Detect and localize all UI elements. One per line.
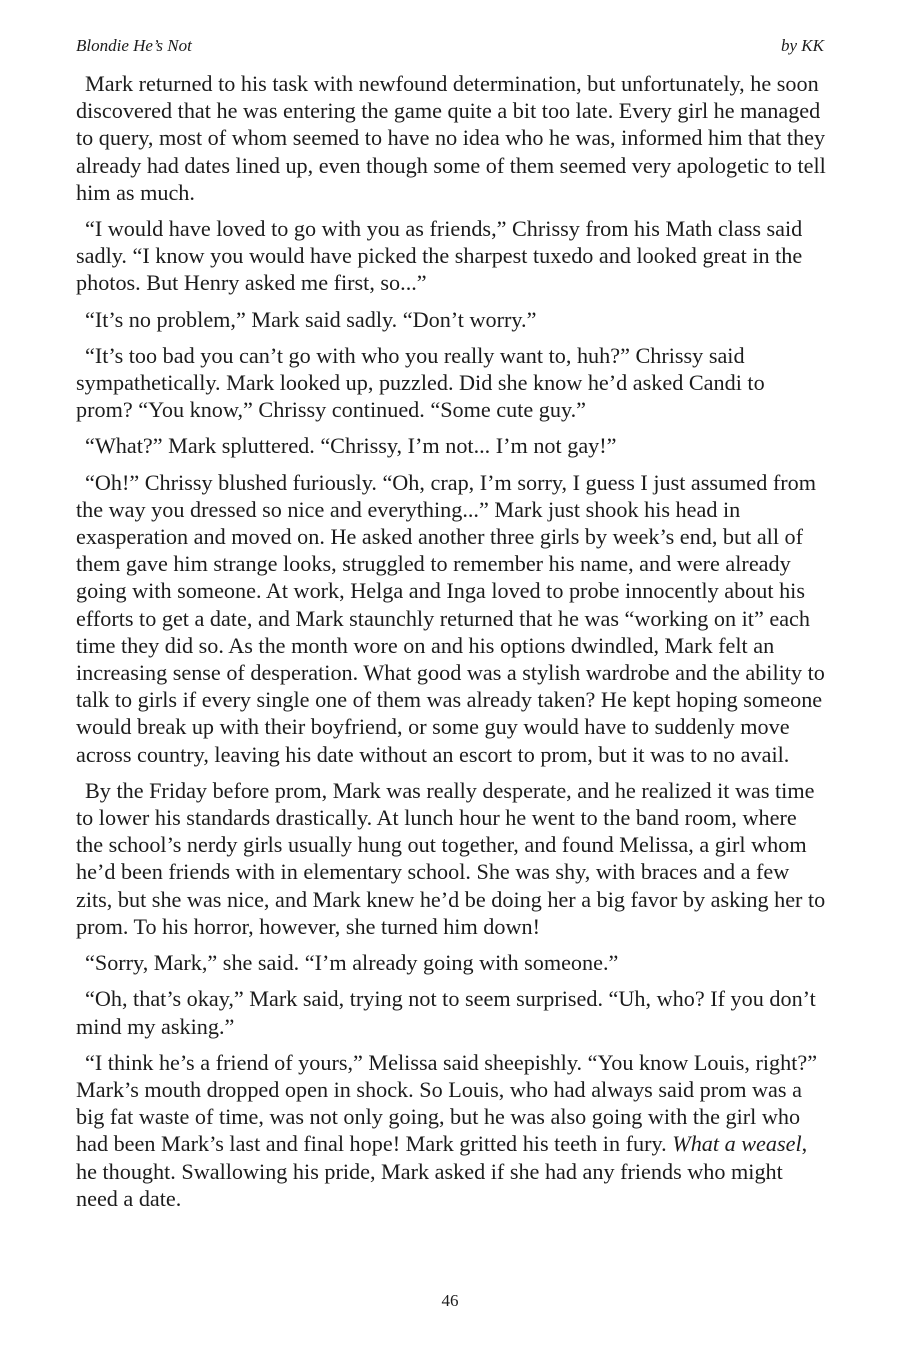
paragraph [76, 1049, 826, 1212]
text-run: “Oh!” Chrissy blushed furiously. “Oh, crap, I’m sorry, I guess I just assumed from the way you dressed so nice and everything...” Mark just shook his head in exasperation and moved on. He asked another three girls by week’s end, but all of them gave him strange looks, struggled to remember his name, and were already going with someone. At work, Helga and Inga loved to probe innocently about his efforts to get a date, and Mark staunchly returned that he was “working on it” each time they did so. As the month wore on and his options dwindled, Mark felt an increasing sense of desperation. What good was a stylish wardrobe and the ability to talk to girls if every single one of them was already taken? He kept hoping someone would break up with their boyfriend, or some guy would have to suddenly move across country, leaving his date without an escort to prom, but it was to no avail. [76, 469, 825, 767]
paragraph [76, 777, 826, 940]
text-run: “I think he’s a friend of yours,” Melissa said sheepishly. “You know Louis, right?” Mark’s mouth dropped open in shock. So Louis, who had always said prom was a big fat waste of time, was not only going, but he was also going with the girl who had been Mark’s last and final hope! Mark gritted his teeth in fury. [76, 1049, 818, 1157]
text-run: By the Friday before prom, Mark was really desperate, and he realized it was time to lower his standards drastically. At lunch hour he went to the band room, where the school’s nerdy girls usually hung out together, and found Melissa, a girl whom he’d been friends with in elementary school. She was shy, with braces and a few zits, but she was nice, and Mark knew he’d be doing her a big favor by asking her to prom. To his horror, however, she turned him down! [76, 777, 826, 939]
author-credit: by KK [781, 36, 824, 55]
text-run: “Oh, that’s okay,” Mark said, trying not to seem surprised. “Uh, who? If you don’t mind my asking.” [76, 986, 816, 1039]
text-run: “Sorry, Mark,” she said. “I’m already going with someone.” [85, 950, 619, 976]
text-run: “It’s no problem,” Mark said sadly. “Don’t worry.” [85, 306, 537, 332]
paragraph [76, 306, 826, 333]
text-run: Mark returned to his task with newfound determination, but unfortunately, he soon discovered that he was entering the game quite a bit too late. Every girl he managed to query, most of whom seemed to have no idea who he was, informed him that they already had dates lined up, even though some of them seemed very apologetic to tell him as much. [76, 71, 826, 205]
paragraph [76, 949, 826, 976]
paragraph [76, 985, 826, 1039]
paragraph [76, 469, 826, 768]
book-title: Blondie He’s Not [76, 36, 192, 55]
text-run: “It’s too bad you can’t go with who you really want to, huh?” Chrissy said sympathetically. Mark looked up, puzzled. Did she know he’d asked Candi to prom? “You know,” Chrissy continued. “Some cute guy.” [76, 342, 765, 423]
text-run: “I would have loved to go with you as friends,” Chrissy from his Math class said sadly. “I know you would have picked the sharpest tuxedo and looked great in the photos. But Henry asked me first, so...” [76, 216, 803, 296]
page-number: 46 [441, 1291, 459, 1310]
paragraph [76, 342, 826, 424]
paragraph [76, 432, 826, 459]
paragraph [76, 70, 826, 206]
body-text [76, 70, 826, 1221]
italic-phrase: What a weasel [672, 1131, 802, 1157]
text-run: , he thought. Swallowing his pride, Mark asked if she had any friends who might need a date. [76, 1131, 808, 1211]
paragraph [76, 215, 826, 297]
text-run: “What?” Mark spluttered. “Chrissy, I’m not... I’m not gay!” [85, 433, 617, 459]
